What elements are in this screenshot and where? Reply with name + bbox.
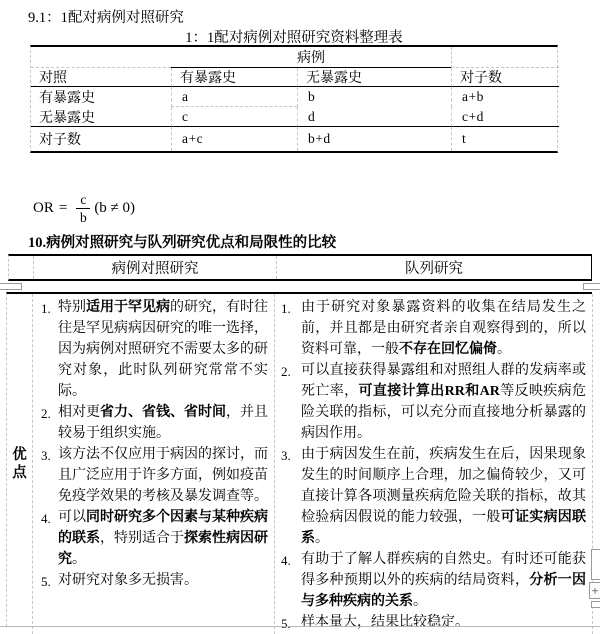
- formula-lhs: OR: [33, 200, 54, 216]
- list-item: 5. 样本量大，结果比较稳定。: [281, 615, 469, 631]
- case-control-advantages-list: [33, 294, 275, 634]
- table-split-marker-right: [583, 283, 600, 290]
- case-control-column-header: 病例对照研究: [33, 256, 276, 279]
- table-cell-t: t: [451, 127, 559, 151]
- table-cell-c+d: c+d: [451, 107, 559, 127]
- plus-button[interactable]: +: [589, 582, 600, 599]
- table-split-marker-left: [0, 283, 22, 290]
- formula-denominator: b: [79, 210, 87, 225]
- section-10-number: 10.: [28, 235, 47, 251]
- cohort-column-header: 队列研究: [276, 256, 591, 279]
- scrollbar-end-box[interactable]: [591, 601, 600, 608]
- table-row-label: 无暴露史: [31, 107, 171, 127]
- list-item: 2. 可以直接获得暴露组和对照组人群的发病率或死亡率，可直接计算出RR和AR等反映疾病危险关联的指标，可以充分而直接地分析暴露的病因作用。: [281, 363, 587, 441]
- table-cell-pairs-header: 对子数: [451, 68, 559, 87]
- table-row-label: 有暴露史: [39, 91, 95, 106]
- table-cell-unexposed-header: 无暴露史: [297, 68, 451, 87]
- section-9-title: 1：1配对病例对照研究: [38, 10, 184, 26]
- list-item: 4. 有助于了解人群疾病的自然史。有时还可能获得多种预期以外的疾病的结局资料，分析一因与多种疾病的关系。: [281, 552, 587, 609]
- table-cell-a: a: [171, 87, 297, 107]
- table-cell-b+d: b+d: [297, 127, 451, 151]
- list-item: 1. 由于研究对象暴露资料的收集在结局发生之前，并且都是由研究者亲自观察得到的，所以资料可靠，一般不存在回忆偏倚。: [281, 300, 586, 357]
- formula-fraction: [76, 192, 90, 225]
- table-cell-b: b: [297, 87, 451, 107]
- table-cell-d: d: [297, 107, 451, 127]
- formula-equals: =: [58, 200, 68, 216]
- list-item: 3. 由于病因发生在前，疾病发生在后，因果现象发生的时间顺序上合理，加之偏倚较少，又可直接计算各项测量疾病危险关联的指标，故其检验病因假说的能力较强，一般可证实病因联系。: [281, 447, 587, 546]
- comparison-table-header: [8, 254, 592, 281]
- table-cell-c: c: [171, 107, 297, 127]
- list-item: 4. 可以同时研究多个因素与某种疾病的联系，特别适合于探索性病因研究。: [41, 510, 268, 567]
- comparison-table-body: [6, 292, 592, 631]
- table-cell-control-header: 对照: [31, 68, 171, 87]
- list-item: 3. 该方法不仅应用于病因的探讨，而且广泛应用于许多方面，例如疫苗免疫学效果的考核及暴发调查等。: [41, 447, 268, 504]
- matched-pairs-table: [30, 45, 558, 153]
- formula-numerator: c: [76, 192, 90, 209]
- formula-condition: (b ≠ 0): [94, 200, 136, 216]
- table-cell-exposed-header: 有暴露史: [171, 68, 297, 87]
- table-cell-empty: [31, 47, 171, 68]
- header-cell-empty: [9, 256, 33, 279]
- table-cell-case-header: 病例: [171, 47, 451, 68]
- section-10-title: 病例对照研究与队列研究优点和局限性的比较: [46, 235, 337, 251]
- cohort-advantages-list: [275, 294, 593, 634]
- list-item: 1. 特别适用于罕见病的研究，有时往往是罕见病病因研究的唯一选择，因为病例对照研究不需要太多的研究对象，此时队列研究常常不实际。: [41, 300, 268, 399]
- table-cell-empty: [451, 47, 559, 68]
- or-formula: [33, 192, 135, 225]
- list-item: 2. 相对更省力、省钱、省时间，并且较易于组织实施。: [41, 405, 268, 441]
- table1-title: 1：1配对病例对照研究资料整理表: [185, 30, 403, 46]
- list-item: 5. 对研究对象多无损害。: [41, 573, 198, 589]
- scrollbar-track[interactable]: [591, 549, 600, 580]
- table-cell-a+b: a+b: [451, 87, 559, 107]
- advantages-row-label: 优点: [7, 294, 33, 634]
- section-9-heading: [28, 6, 184, 27]
- section-9-number: 9.: [28, 10, 39, 26]
- table-row-label: 对子数: [39, 133, 81, 148]
- page-bottom-edge: [0, 626, 600, 627]
- section-10-heading: [28, 231, 336, 252]
- table-cell-a+c: a+c: [171, 127, 297, 151]
